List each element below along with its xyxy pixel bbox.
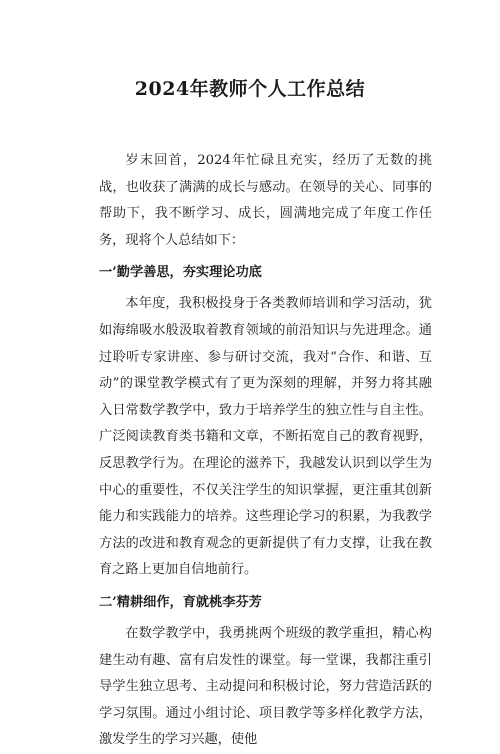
document-title: 2024年教师个人工作总结: [134, 78, 366, 100]
section-paragraph-1: 本年度，我积极投身于各类教师培训和学习活动，犹如海绵吸水般汲取着教育领域的前沿知识与先进理念。通过聆听专家讲座、参与研讨交流，我对“合作、和谐、互动”的课堂教学模式有了更为深刻的理解，并努力将其融入日常数学教学中，致力于培养学生的独立性与自主性。广泛阅读教育类书籍和文章，不断拓宽自己的教育视野，反思教学行为。在理论的滋养下，我越发认识到以学生为中心的重要性，不仅关注学生的知识掌握，更注重其创新能力和实践能力的培养。这些理论学习的积累，为我教学方法的改进和教育观念的更新提供了有力支撑，让我在教育之路上更加自信地前行。: [99, 296, 432, 578]
section-heading-1: 一’勤学善思，夯实理论功底: [99, 265, 262, 281]
section-heading-2: 二’精耕细作，育就桃李芬芳: [99, 594, 262, 610]
intro-paragraph: 岁末回首，2024年忙碌且充实，经历了无数的挑战，也收获了满满的成长与感动。在领导的关心、同事的帮助下，我不断学习、成长，圆满地完成了年度工作任务，现将个人总结如下：: [99, 153, 432, 248]
document-body: [99, 148, 432, 754]
section-paragraph-2: 在数学教学中，我勇挑两个班级的教学重担，精心构建生动有趣、富有启发性的课堂。每一堂课，我都注重引导学生独立思考、主动提问和积极讨论，努力营造活跃的学习氛围。通过小组讨论、项目教学等多样化教学方法，激发学生的学习兴趣，使他: [99, 625, 432, 748]
